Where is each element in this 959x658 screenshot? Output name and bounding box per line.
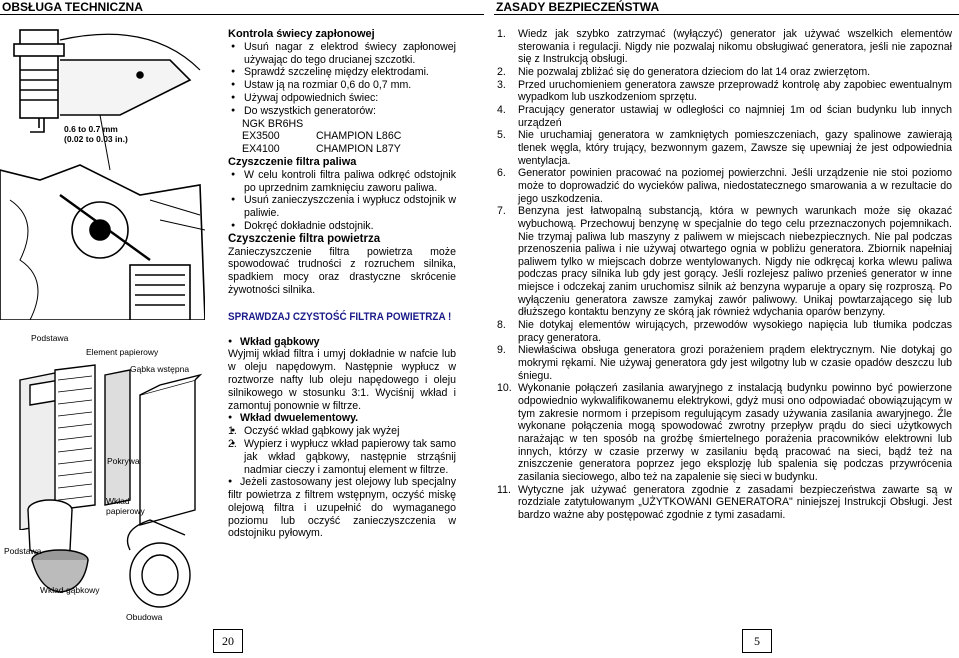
double-list <box>228 425 456 476</box>
spark-item: ● Używaj odpowiednich świec: <box>228 92 456 105</box>
fuel-item: ● W celu kontroli filtra paliwa odkręć odstojnik po uprzednim zamknięciu zaworu paliwa. <box>228 169 456 195</box>
sponge-text: Wyjmij wkład filtra i umyj dokładnie w nafcie lub w oleju napędowym. Następnie wypłucz w roztworze nafty lub oleju napędowego i oleju silnikowego w stosunku 3:1. Wyciśnij wkład i zamontuj ponownie w filtrze. <box>228 348 456 412</box>
double-heading: ● Wkład dwuelementowy. <box>228 412 359 425</box>
fuel-title: Czyszczenie filtra paliwa <box>228 155 357 168</box>
label-podstawa-top: Podstawa <box>31 333 69 343</box>
label-wklad-gabkowy: Wkład gąbkowy <box>40 585 100 595</box>
safety-item: 8. Nie dotykaj elementów wirujących, przewodów wysokiego napięcia lub tłumika podczas pracy generatora. <box>497 319 952 344</box>
safety-column <box>497 28 952 522</box>
spark-plug-illustration <box>0 20 205 320</box>
right-page-header <box>494 0 959 15</box>
spark-item: ● Usuń nagar z elektrod świecy zapłonowej używając do tego drucianej szczotki. <box>228 41 456 67</box>
safety-item: 1. Wiedz jak szybko zatrzymać (wyłączyć) generator jak używać wszelkich elementów sterowania i regulacji. Nigdy nie pozwalaj nikomu obsługiwać generatora, jeśli nie zapoznał się z Instrukcją obsługi. <box>497 28 952 66</box>
fuel-item: ● Usuń zanieczyszczenia i wypłucz odstojnik w paliwie. <box>228 194 456 220</box>
spark-item: ● Ustaw ją na rozmiar 0,6 do 0,7 mm. <box>228 79 456 92</box>
oil-note: ● Jeżeli zastosowany jest olejowy lub specjalny filtr powietrza z filtrem wstępnym, oczyść miskę olejową filtra i uzupełnić do wymaganego poziomu lub oczyść zanieczyszczenia w odstojniku pyłowym. <box>228 476 456 540</box>
air-filter-warning: SPRAWDZAJ CZYSTOŚĆ FILTRA POWIETRZA ! <box>228 310 452 323</box>
double-item: ● 1. Oczyść wkład gąbkowy jak wyżej <box>228 425 456 438</box>
sponge-filter-illustration <box>0 480 205 610</box>
safety-item: 7. Benzyna jest łatwopalną substancją, która w pewnych warunkach może się okazać wybuchową. Przechowuj benzynę w specjalnie do tego celu przeznaczonych pojemnikach. Nie trzymaj paliwa lub maszyny z paliwem w miejscach niebezpiecznych. Nie pal podczas przenoszenia paliwa i nie używaj otwartego ognia w pobliżu generatora. Zbiornik napełniaj paliwem tylko w miejscach dobrze wentylowanych. Nigdy nie odkręcaj korka wlewu paliwa podczas pracy silnika lub gdy jest gorący. Jeśli rozlejesz paliwo przenieś generator w inne miejsce i odczekaj zanim uruchomisz silnik aż benzyna wyparuje a opary się rozproszą. Po wyłączeniu generatora zawsze zamykaj zawór paliwowy. Unikaj powtarzającego się lub dłuższego kontaktu benzyny ze skórą jak również wdychania oparów benzyny. <box>497 205 952 319</box>
page-number-right: 5 <box>742 629 772 653</box>
label-element-papierowy: Element papierowy <box>86 347 159 357</box>
left-page-header <box>0 0 484 15</box>
safety-list <box>497 28 952 522</box>
plug-brand: NGK BR6HS <box>242 117 304 130</box>
double-item: ● 2. Wypierz i wypłucz wkład papierowy tak samo jak wkład gąbkowy, następnie strząśnij nadmiar cieczy i zamontuj element w filtrze. <box>228 438 456 476</box>
gap-label-in: (0.02 to 0.03 in.) <box>64 134 128 144</box>
spark-title: Kontrola świecy zapłonowej <box>228 28 375 40</box>
label-pokrywa: Pokrywa <box>107 456 140 466</box>
plug-row: EX3500 CHAMPION L86C <box>242 130 402 143</box>
gap-label-mm: 0.6 to 0.7 mm <box>64 124 118 134</box>
label-gabka-wstepna: Gąbka wstępna <box>130 364 190 374</box>
safety-item: 3. Przed uruchomieniem generatora zawsze przeprowadź kontrolę aby zapobiec ewentualnym wypadkom lub uszkodzeniom sprzętu. <box>497 78 952 104</box>
right-page-title: ZASADY BEZPIECZEŃSTWA <box>496 0 660 14</box>
label-podstawa-bottom: Podstawa <box>4 546 42 556</box>
page-number-left: 20 <box>213 629 243 653</box>
spark-item: ● Do wszystkich generatorów: <box>228 105 456 118</box>
safety-item: 11. Wytyczne jak używać generatora zgodnie z zasadami bezpieczeństwa zawarte są w rozdziale zatytułowanym „UŻYTKOWANI GENERATORA" niniejszej Instrukcji Obsługi. Jest bardzo ważne aby postępować zgodnie z tymi zasadami. <box>497 483 952 521</box>
safety-item: 2. Nie pozwalaj zbliżać się do generatora dzieciom do lat 14 oraz zwierzętom. <box>497 65 871 78</box>
safety-item: 4. Pracujący generator ustawiaj w odległości co najmniej 1m od ścian budynku lub innych urządzeń <box>497 103 952 129</box>
spark-item: ● Sprawdź szczelinę między elektrodami. <box>228 66 456 79</box>
air-title: Czyszczenie filtra powietrza <box>228 232 381 245</box>
label-obudowa: Obudowa <box>126 612 163 622</box>
fuel-list <box>228 169 456 233</box>
safety-item: 6. Generator powinien pracować na poziomej powierzchni. Jeśli urządzenie nie stoi poziomo może to doprowadzić do wycieków paliwa, niedostatecznego smarowania a w rezultacie do jego uszkodzenia. <box>497 167 952 205</box>
safety-item: 10. Wykonanie połączeń zasilania awaryjnego z instalacją budynku powinno być powierzone odpowiednio wykwalifikowanemu elektrykowi, gdyż musi ono odpowiadać obowiązującym w tym zakresie normom i przepisom regulującym zasady używania zasilania awaryjnego. Źle wykonane połączenia mogą spowodować zwrotny przepływ prądu do sieci użytkowych narażając w ten sposób na groźbę śmiertelnego porażenia pracowników elektrowni lub innych, którzy w czasie przerwy w zasilaniu będą pracować na sieci, bądź też na zniszczenie generatora poprzez jego eksplozję lub spalenia się podczas przywrócenia zasilania sieciowego, albo też na zapalenie się sieci w budynku. <box>497 382 952 483</box>
label-wklad-papierowy: Wkład papierowy <box>106 496 145 516</box>
fuel-item: ● Dokręć dokładnie odstojnik. <box>228 220 456 233</box>
air-text: Zanieczyszczenie filtra powietrza może spowodować trudności z rozruchem silnika, spadkiem mocy oraz drastyczne skrócenie żywotności silnika. <box>228 245 456 296</box>
plug-row: EX4100 CHAMPION L87Y <box>242 143 401 156</box>
safety-item: 5. Nie uruchamiaj generatora w zamkniętych pomieszczeniach, gazy spalinowe zawierają tlenek węgla, który trujący, bezwonnym gazem, Zawsze się upewniaj że jest odpowiednia wentylacja. <box>497 129 952 167</box>
illustrations <box>0 20 205 630</box>
maintenance-column <box>228 28 456 540</box>
safety-item: 9. Niewłaściwa obsługa generatora grozi porażeniem prądem elektrycznym. Nie dotykaj go mokrymi rękami. Nie używaj generatora gdy jest wilgotny lub w czasie opadów deszczu lub śniegu. <box>497 344 952 382</box>
spark-list <box>228 41 456 118</box>
left-page-title: OBSŁUGA TECHNICZNA <box>2 0 143 14</box>
sponge-heading: ● Wkład gąbkowy <box>228 335 320 348</box>
